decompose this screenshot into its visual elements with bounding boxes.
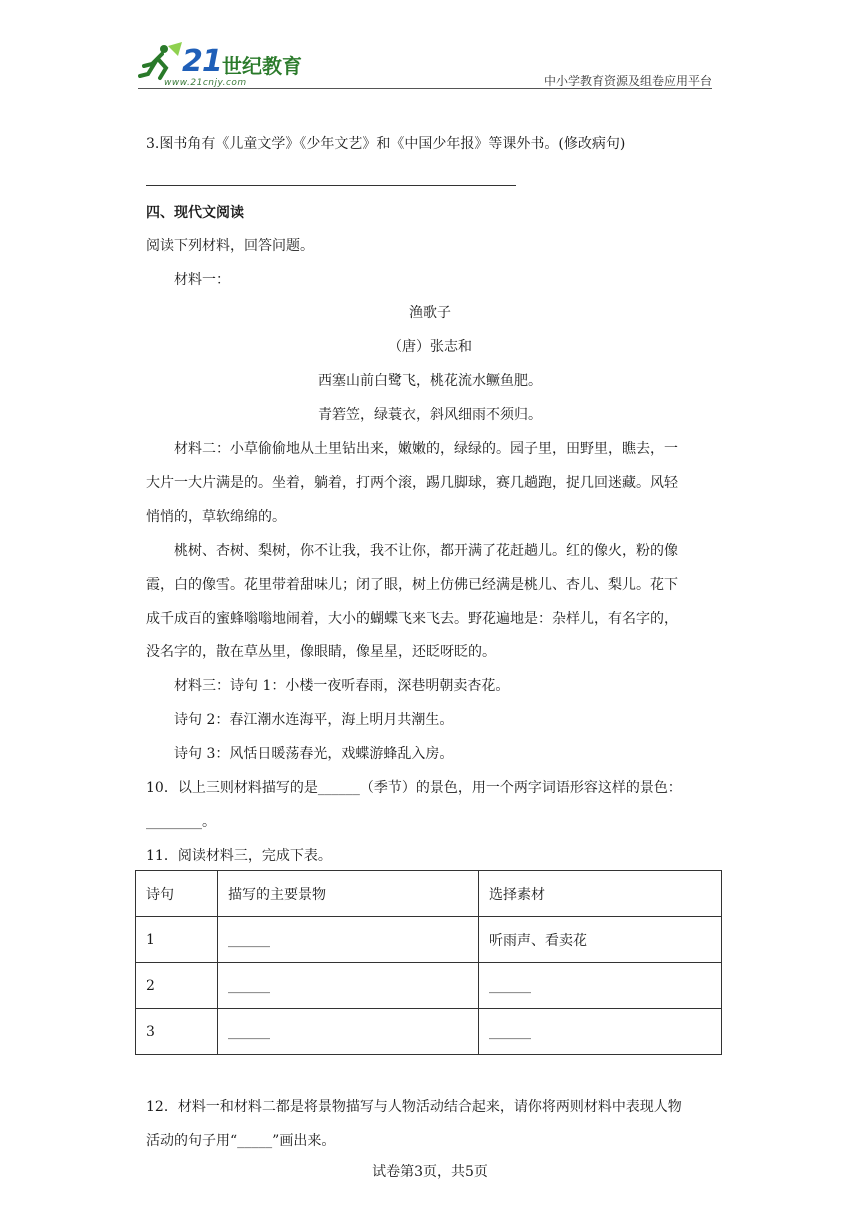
table-row xyxy=(136,963,722,1009)
question-10-continued: ________。 xyxy=(146,814,216,830)
logo-number: 21 xyxy=(182,44,222,79)
logo-text: 世纪教育 xyxy=(222,54,302,78)
answer-line xyxy=(146,185,516,186)
instruction: 阅读下列材料，回答问题。 xyxy=(146,238,314,254)
material-2-line: 材料二：小草偷偷地从土里钻出来，嫩嫩的，绿绿的。园子里，田野里，瞧去，一 xyxy=(174,441,678,457)
material-3-line: 材料三：诗句 1：小楼一夜听春雨，深巷明朝卖杏花。 xyxy=(174,678,510,694)
runner-icon xyxy=(138,42,184,82)
question-3: 3.图书角有《儿童文学》《少年文艺》和《中国少年报》等课外书。(修改病句) xyxy=(146,136,626,152)
question-12-continued: 活动的句子用“_____”画出来。 xyxy=(146,1133,336,1149)
poem-line: 青箬笠，绿蓑衣，斜风细雨不须归。 xyxy=(318,407,542,423)
poem-line: 西塞山前白鹭飞，桃花流水鳜鱼肥。 xyxy=(318,373,542,389)
poem-title: 渔歌子 xyxy=(409,305,451,321)
material-3-line: 诗句 3：风恬日暖荡春光，戏蝶游蜂乱入房。 xyxy=(174,746,454,762)
material-2-line: 没名字的，散在草丛里，像眼睛，像星星，还眨呀眨的。 xyxy=(146,644,496,660)
table-cell: 听雨声、看卖花 xyxy=(479,917,722,963)
table-header: 描写的主要景物 xyxy=(218,871,479,917)
material-3-line: 诗句 2：春江潮水连海平，海上明月共潮生。 xyxy=(174,712,454,728)
table-cell: 1 xyxy=(136,917,218,963)
table-cell: ______ xyxy=(218,1009,479,1055)
answer-table xyxy=(135,870,722,1055)
page-footer: 试卷第3页，共5页 xyxy=(372,1164,488,1180)
table-cell: ______ xyxy=(479,963,722,1009)
table-cell: ______ xyxy=(218,963,479,1009)
question-11: 11．阅读材料三，完成下表。 xyxy=(146,848,332,864)
logo xyxy=(138,40,318,90)
material-2-line: 桃树、杏树、梨树，你不让我，我不让你，都开满了花赶趟儿。红的像火，粉的像 xyxy=(174,543,678,559)
table-cell: ______ xyxy=(479,1009,722,1055)
logo-url: www.21cnjy.com xyxy=(164,78,247,88)
table-header: 选择素材 xyxy=(479,871,722,917)
table-header: 诗句 xyxy=(136,871,218,917)
table-cell: 3 xyxy=(136,1009,218,1055)
poem-author: （唐）张志和 xyxy=(388,339,472,355)
material-2-line: 成千成百的蜜蜂嗡嗡地闹着，大小的蝴蝶飞来飞去。野花遍地是：杂样儿，有名字的， xyxy=(146,611,678,627)
material-2-line: 霞，白的像雪。花里带着甜味儿；闭了眼，树上仿佛已经满是桃儿、杏儿、梨儿。花下 xyxy=(146,577,678,593)
question-10: 10．以上三则材料描写的是______（季节）的景色，用一个两字词语形容这样的景色： xyxy=(146,780,682,796)
material-2-line: 大片一大片满是的。坐着，躺着，打两个滚，踢几脚球，赛几趟跑，捉几回迷藏。风轻 xyxy=(146,475,678,491)
table-row xyxy=(136,1009,722,1055)
table-cell: 2 xyxy=(136,963,218,1009)
question-12: 12．材料一和材料二都是将景物描写与人物活动结合起来，请你将两则材料中表现人物 xyxy=(146,1099,682,1115)
table-header-row xyxy=(136,871,722,917)
table-cell: ______ xyxy=(218,917,479,963)
table-row xyxy=(136,917,722,963)
material-1-label: 材料一： xyxy=(174,272,230,288)
section-title: 四、现代文阅读 xyxy=(146,205,244,221)
page-header xyxy=(138,40,712,90)
platform-name: 中小学教育资源及组卷应用平台 xyxy=(543,74,712,88)
header-divider xyxy=(138,88,712,89)
material-2-line: 悄悄的，草软绵绵的。 xyxy=(146,509,286,525)
